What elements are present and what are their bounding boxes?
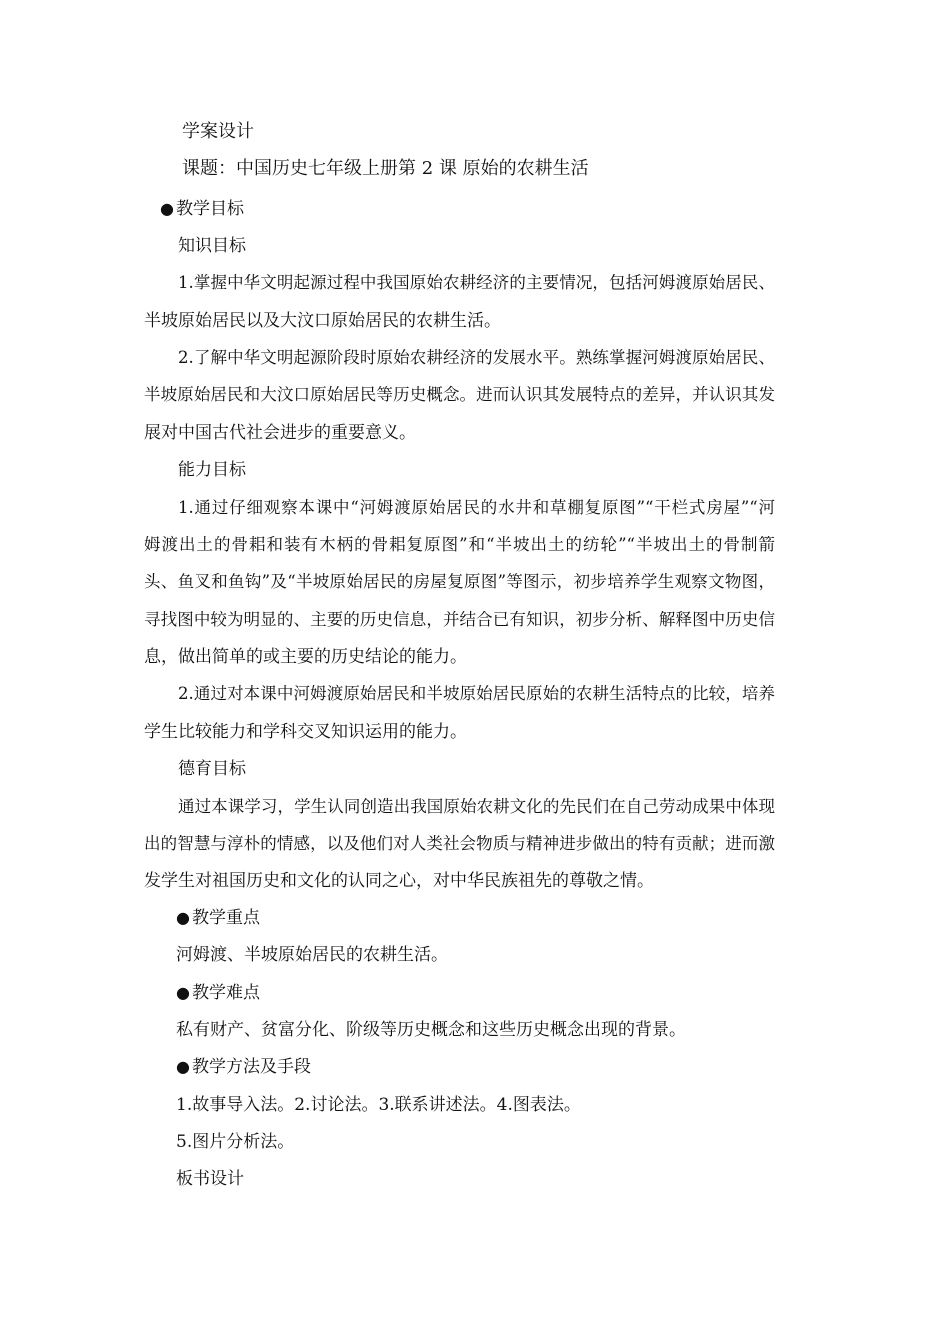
methods-line: 1.故事导入法。2.讨论法。3.联系讲述法。4.图表法。 xyxy=(176,1095,581,1115)
paragraph-line: 寻找图中较为明显的、主要的历史信息，并结合已有知识，初步分析、解释图中历史信 xyxy=(144,610,775,629)
paragraph-line: 半坡原始居民以及大汶口原始居民的农耕生活。 xyxy=(144,311,501,331)
subheading-knowledge: 知识目标 xyxy=(178,236,246,256)
key-points-text: 河姆渡、半坡原始居民的农耕生活。 xyxy=(176,945,448,965)
paragraph-line: 通过本课学习，学生认同创造出我国原始农耕文化的先民们在自己劳动成果中体现 xyxy=(178,797,775,816)
paragraph-line: 息，做出简单的或主要的历史结论的能力。 xyxy=(144,647,467,667)
bullet-icon: ● xyxy=(176,983,190,1002)
section-heading-methods: ● 教学方法及手段 xyxy=(176,1057,311,1077)
subheading-moral: 德育目标 xyxy=(178,759,246,779)
section-heading-goals: ● 教学目标 xyxy=(160,199,244,219)
paragraph-line: 发学生对祖国历史和文化的认同之心，对中华民族祖先的尊敬之情。 xyxy=(144,871,654,891)
paragraph-line: 学生比较能力和学科交叉知识运用的能力。 xyxy=(144,722,467,742)
paragraph-line: 出的智慧与淳朴的情感，以及他们对人类社会物质与精神进步做出的特有贡献；进而激 xyxy=(144,834,775,853)
subheading-ability: 能力目标 xyxy=(178,460,246,480)
difficulties-text: 私有财产、贫富分化、阶级等历史概念和这些历史概念出现的背景。 xyxy=(176,1020,686,1040)
section-heading-key-points: ● 教学重点 xyxy=(176,908,260,928)
paragraph-line: 展对中国古代社会进步的重要意义。 xyxy=(144,423,416,443)
paragraph-line: 2.通过对本课中河姆渡原始居民和半坡原始居民原始的农耕生活特点的比较，培养 xyxy=(178,684,775,703)
paragraph-line: 2.了解中华文明起源阶段时原始农耕经济的发展水平。熟练掌握河姆渡原始居民、 xyxy=(178,348,775,367)
section-heading-board: 板书设计 xyxy=(176,1169,244,1189)
paragraph-line: 姆渡出土的骨耜和装有木柄的骨耜复原图”和“半坡出土的纺轮”“半坡出土的骨制箭 xyxy=(144,535,775,554)
paragraph-line: 半坡原始居民和大汶口原始居民等历史概念。进而认识其发展特点的差异，并认识其发 xyxy=(144,385,775,404)
bullet-icon: ● xyxy=(160,199,174,218)
lesson-title: 课题：中国历史七年级上册第 2 课 原始的农耕生活 xyxy=(182,158,589,179)
paragraph-line: 1.掌握中华文明起源过程中我国原始农耕经济的主要情况，包括河姆渡原始居民、 xyxy=(178,273,775,292)
paragraph-line: 1.通过仔细观察本课中“河姆渡原始居民的水井和草棚复原图”“干栏式房屋”“河 xyxy=(178,498,775,517)
section-heading-difficulties: ● 教学难点 xyxy=(176,983,260,1003)
paragraph-line: 头、鱼叉和鱼钩”及“半坡原始居民的房屋复原图”等图示，初步培养学生观察文物图， xyxy=(144,572,775,591)
methods-line: 5.图片分析法。 xyxy=(176,1132,295,1152)
bullet-icon: ● xyxy=(176,908,190,927)
doc-title: 学案设计 xyxy=(182,121,254,142)
bullet-icon: ● xyxy=(176,1057,190,1076)
